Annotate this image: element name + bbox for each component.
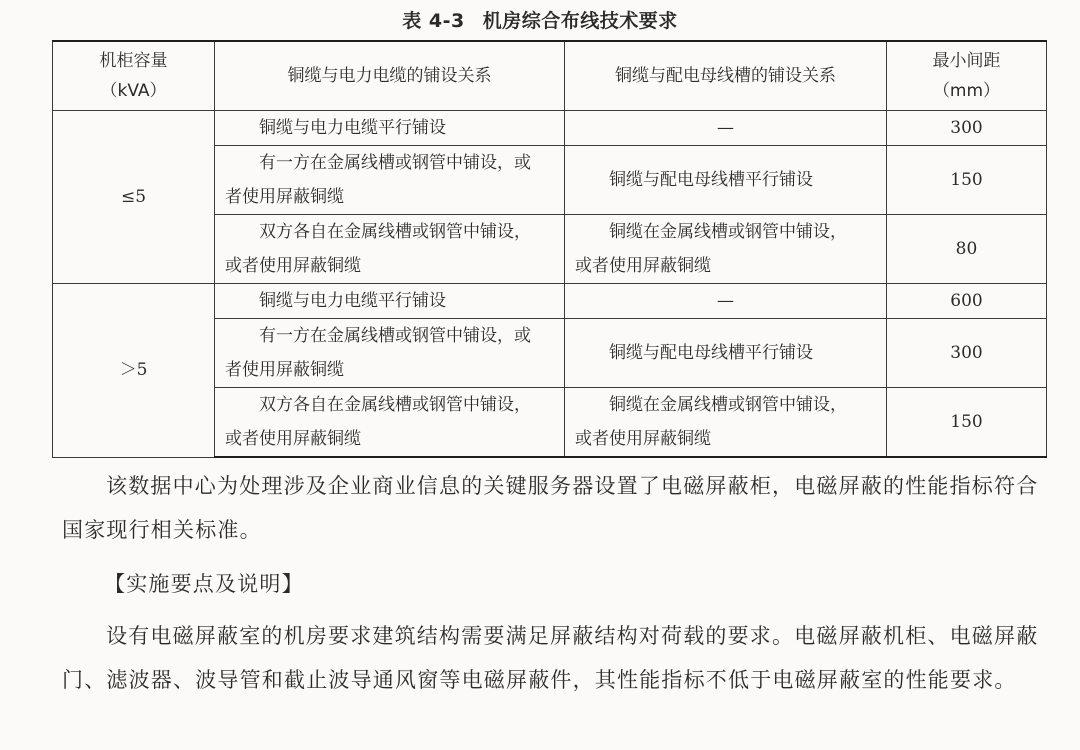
power-cell: 铜缆与电力电缆平行铺设 — [215, 284, 565, 319]
table-row — [53, 111, 1047, 146]
busbar-cell: 铜缆与配电母线槽平行铺设 — [565, 146, 887, 215]
distance-cell: 300 — [887, 111, 1047, 146]
power-cell — [215, 388, 565, 458]
power-cell — [215, 146, 565, 215]
cabling-requirements-table — [52, 40, 1047, 458]
header-min-distance — [887, 41, 1047, 111]
distance-cell: 80 — [887, 215, 1047, 284]
busbar-cell-line2: 或者使用屏蔽铜缆 — [575, 256, 711, 276]
power-cell-line1: 有一方在金属线槽或钢管中铺设，或 — [259, 153, 531, 173]
power-cell: 铜缆与电力电缆平行铺设 — [215, 111, 565, 146]
busbar-cell — [565, 215, 887, 284]
header-power-relation: 铜缆与电力电缆的铺设关系 — [215, 41, 565, 111]
power-cell-line2: 者使用屏蔽铜缆 — [225, 187, 344, 207]
power-cell-line2: 或者使用屏蔽铜缆 — [225, 429, 361, 449]
busbar-cell — [565, 388, 887, 458]
distance-cell: 600 — [887, 284, 1047, 319]
power-cell-line1: 有一方在金属线槽或钢管中铺设，或 — [259, 326, 531, 346]
power-cell-line1: 双方各自在金属线槽或钢管中铺设， — [259, 395, 531, 415]
power-cell-line1: 双方各自在金属线槽或钢管中铺设， — [259, 222, 531, 242]
table-number: 表 4-3 — [402, 10, 465, 32]
section-heading: 【实施要点及说明】 — [104, 572, 304, 596]
distance-cell: 150 — [887, 388, 1047, 458]
table-row — [53, 284, 1047, 319]
distance-cell: 300 — [887, 319, 1047, 388]
busbar-cell: 铜缆与配电母线槽平行铺设 — [565, 319, 887, 388]
power-cell — [215, 319, 565, 388]
busbar-cell-line2: 或者使用屏蔽铜缆 — [575, 429, 711, 449]
busbar-cell-line1: 铜缆在金属线槽或钢管中铺设， — [609, 222, 847, 242]
header-capacity-line1: 机柜容量 — [99, 51, 168, 71]
power-cell — [215, 215, 565, 284]
header-distance-line1: 最小间距 — [932, 51, 1001, 71]
table-title: 机房综合布线技术要求 — [482, 10, 678, 32]
power-cell-line2: 者使用屏蔽铜缆 — [225, 360, 344, 380]
busbar-cell: — — [565, 284, 887, 319]
power-cell-line2: 或者使用屏蔽铜缆 — [225, 256, 361, 276]
table-caption — [0, 6, 1080, 33]
body-paragraph-2: 设有电磁屏蔽室的机房要求建筑结构需要满足屏蔽结构对荷载的要求。电磁屏蔽机柜、电磁屏蔽门、滤波器、波导管和截止波导通风窗等电磁屏蔽件，其性能指标不低于电磁屏蔽室的性能要求。 — [62, 624, 1039, 692]
header-capacity — [53, 41, 215, 111]
capacity-cell: ≤5 — [53, 111, 215, 284]
busbar-cell-line1: 铜缆在金属线槽或钢管中铺设， — [609, 395, 847, 415]
header-distance-line2: （mm） — [932, 81, 1001, 101]
header-capacity-line2: （kVA） — [100, 81, 167, 101]
capacity-cell: ＞5 — [53, 284, 215, 458]
header-busbar-relation: 铜缆与配电母线槽的铺设关系 — [565, 41, 887, 111]
busbar-cell: — — [565, 111, 887, 146]
body-paragraph-1: 该数据中心为处理涉及企业商业信息的关键服务器设置了电磁屏蔽柜，电磁屏蔽的性能指标符合国家现行相关标准。 — [62, 474, 1039, 542]
table-header-row — [53, 41, 1047, 111]
distance-cell: 150 — [887, 146, 1047, 215]
